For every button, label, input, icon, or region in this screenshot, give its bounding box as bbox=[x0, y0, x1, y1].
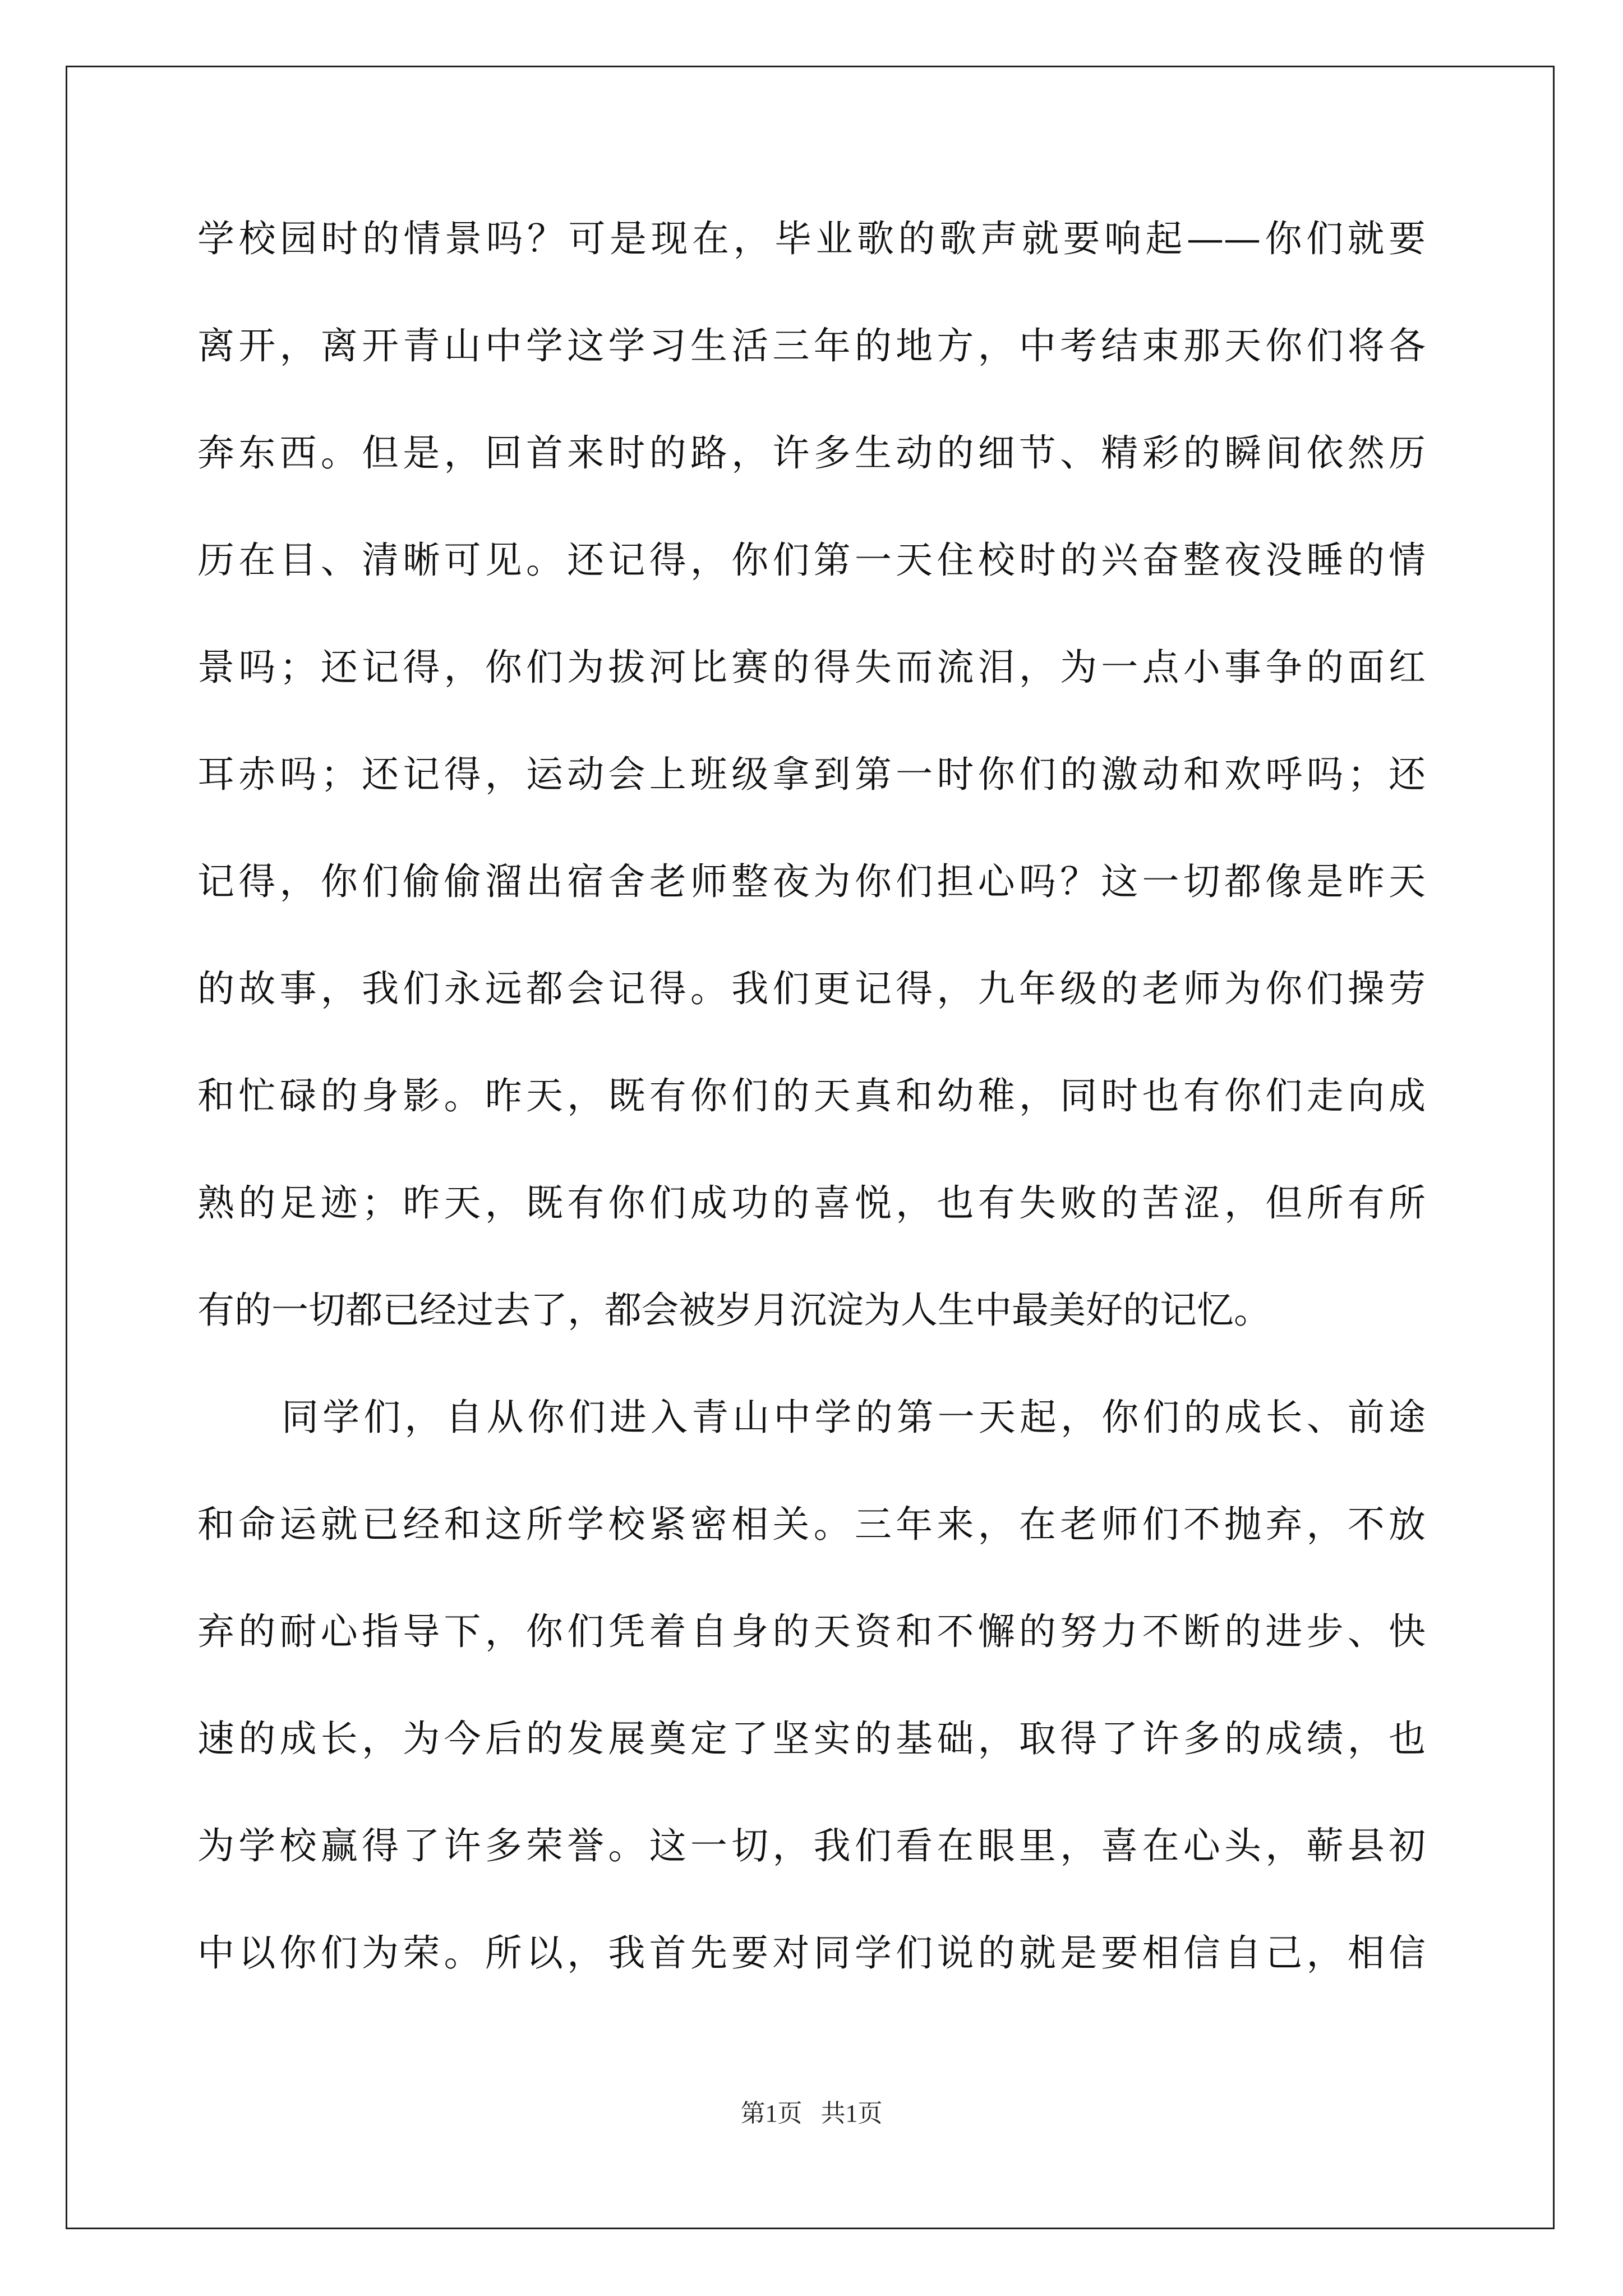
text-line: 耳赤吗；还记得，运动会上班级拿到第一时你们的激动和欢呼吗；还 bbox=[197, 753, 1426, 796]
page-footer: 第1页 共1页 bbox=[740, 2100, 883, 2127]
text-line: 景吗；还记得，你们为拔河比赛的得失而流泪，为一点小事争的面红 bbox=[197, 646, 1426, 689]
text-line: 奔东西。但是，回首来时的路，许多生动的细节、精彩的瞬间依然历 bbox=[197, 431, 1426, 475]
text-line: 中以你们为荣。所以，我首先要对同学们说的就是要相信自己，相信 bbox=[197, 1931, 1426, 1975]
text-line: 和忙碌的身影。昨天，既有你们的天真和幼稚，同时也有你们走向成 bbox=[197, 1074, 1426, 1117]
text-line: 熟的足迹；昨天，既有你们成功的喜悦，也有失败的苦涩，但所有所 bbox=[197, 1181, 1426, 1225]
text-line: 历在目、清晰可见。还记得，你们第一天住校时的兴奋整夜没睡的情 bbox=[197, 539, 1426, 582]
text-line: 学校园时的情景吗？可是现在，毕业歌的歌声就要响起——你们就要 bbox=[197, 217, 1426, 260]
text-line: 为学校赢得了许多荣誉。这一切，我们看在眼里，喜在心头，蕲县初 bbox=[197, 1824, 1426, 1867]
text-line: 的故事，我们永远都会记得。我们更记得，九年级的老师为你们操劳 bbox=[197, 967, 1426, 1010]
text-line: 和命运就已经和这所学校紧密相关。三年来，在老师们不抛弃，不放 bbox=[197, 1503, 1426, 1546]
text-line: 弃的耐心指导下，你们凭着自身的天资和不懈的努力不断的进步、快 bbox=[197, 1610, 1426, 1653]
paragraph-first-line: 同学们，自从你们进入青山中学的第一天起，你们的成长、前途 bbox=[282, 1396, 1426, 1439]
text-line: 记得，你们偷偷溜出宿舍老师整夜为你们担心吗？这一切都像是昨天 bbox=[197, 860, 1426, 903]
text-line: 速的成长，为今后的发展奠定了坚实的基础，取得了许多的成绩，也 bbox=[197, 1717, 1426, 1760]
text-line: 有的一切都已经过去了，都会被岁月沉淀为人生中最美好的记忆。 bbox=[197, 1289, 1271, 1332]
text-line: 离开，离开青山中学这学习生活三年的地方，中考结束那天你们将各 bbox=[197, 324, 1426, 367]
